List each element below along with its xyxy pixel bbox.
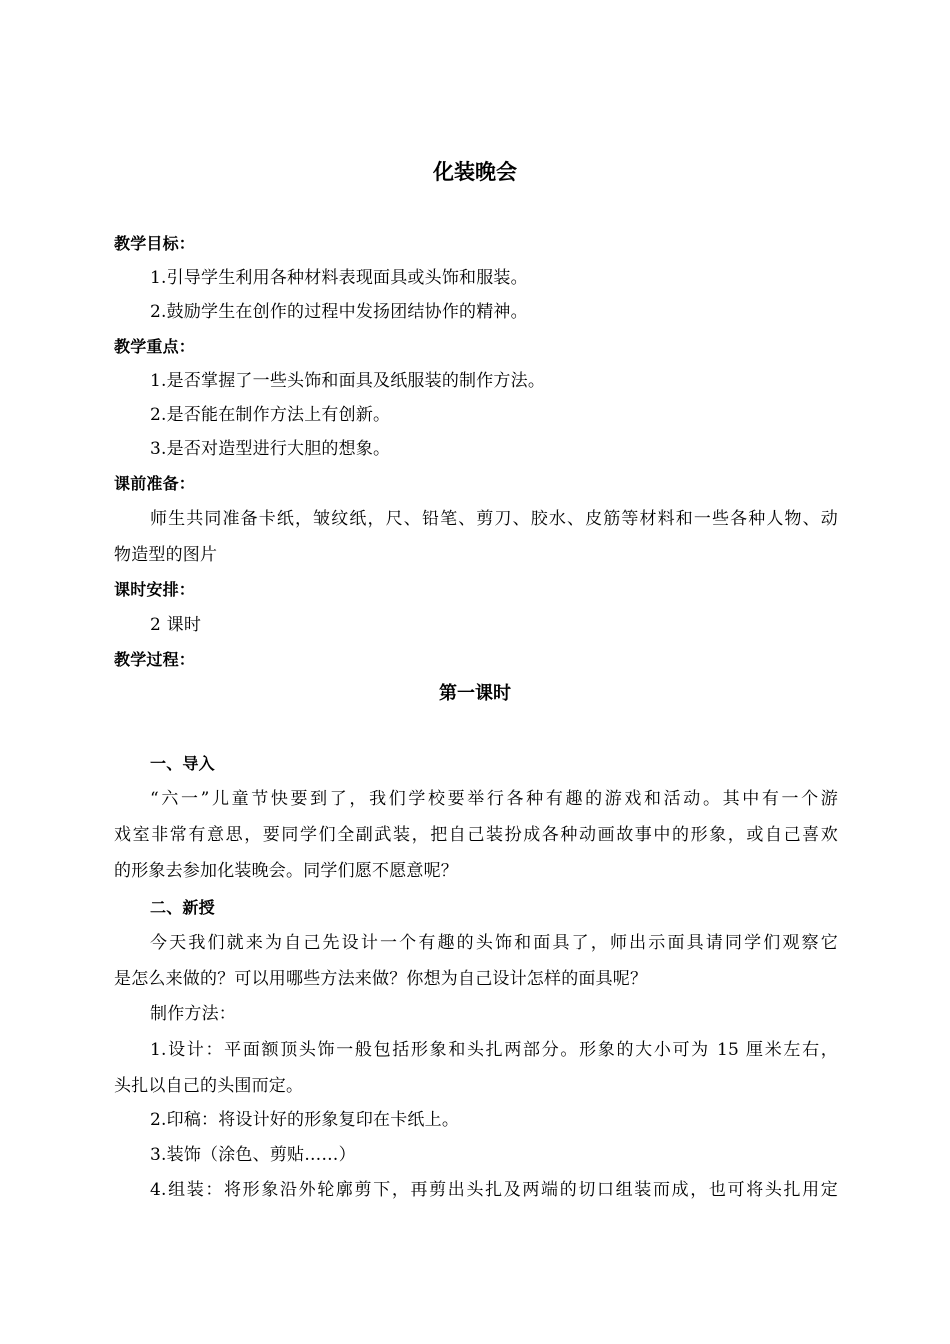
prep-text-line: 师生共同准备卡纸，皱纹纸，尺、铅笔、剪刀、胶水、皮筋等材料和一些各种人物、动 xyxy=(150,509,838,529)
focus-item: 3.是否对造型进行大胆的想象。 xyxy=(150,439,391,459)
intro-text-line: 戏室非常有意思，要同学们全副武装，把自己装扮成各种动画故事中的形象，或自己喜欢 xyxy=(114,825,838,845)
intro-heading: 一、导入 xyxy=(150,754,215,773)
prep-heading: 课前准备： xyxy=(114,474,196,493)
method-label: 制作方法： xyxy=(150,1004,236,1024)
focus-heading: 教学重点： xyxy=(114,337,196,356)
new-lesson-text-line: 今天我们就来为自己先设计一个有趣的头饰和面具了，师出示面具请同学们观察它 xyxy=(150,933,838,953)
method-step: 1.设计：平面额顶头饰一般包括形象和头扎两部分。形象的大小可为 15 厘米左右， xyxy=(150,1040,838,1060)
focus-item: 2.是否能在制作方法上有创新。 xyxy=(150,405,391,425)
objectives-heading: 教学目标： xyxy=(114,234,196,253)
method-step: 4.组装：将形象沿外轮廓剪下，再剪出头扎及两端的切口组装而成，也可将头扎用定 xyxy=(150,1180,838,1200)
objective-item: 2.鼓励学生在创作的过程中发扬团结协作的精神。 xyxy=(150,302,528,322)
process-heading: 教学过程： xyxy=(114,650,196,669)
new-lesson-heading: 二、新授 xyxy=(150,898,215,917)
new-lesson-text-line: 是怎么来做的？可以用哪些方法来做？你想为自己设计怎样的面具呢？ xyxy=(114,969,648,989)
method-step: 2.印稿：将设计好的形象复印在卡纸上。 xyxy=(150,1110,460,1130)
schedule-heading: 课时安排： xyxy=(114,580,196,599)
intro-text-line: “六一”儿童节快要到了，我们学校要举行各种有趣的游戏和活动。其中有一个游 xyxy=(150,789,838,809)
document-title: 化装晚会 xyxy=(433,160,517,184)
focus-item: 1.是否掌握了一些头饰和面具及纸服装的制作方法。 xyxy=(150,371,546,391)
method-step: 3.装饰（涂色、剪贴……） xyxy=(150,1145,356,1165)
intro-text-line: 的形象去参加化装晚会。同学们愿不愿意呢？ xyxy=(114,861,458,881)
schedule-text: 2 课时 xyxy=(150,615,202,635)
lesson-title: 第一课时 xyxy=(439,683,511,704)
prep-text-line: 物造型的图片 xyxy=(114,545,218,565)
method-step: 头扎以自己的头围而定。 xyxy=(114,1076,304,1096)
objective-item: 1.引导学生利用各种材料表现面具或头饰和服装。 xyxy=(150,268,528,288)
